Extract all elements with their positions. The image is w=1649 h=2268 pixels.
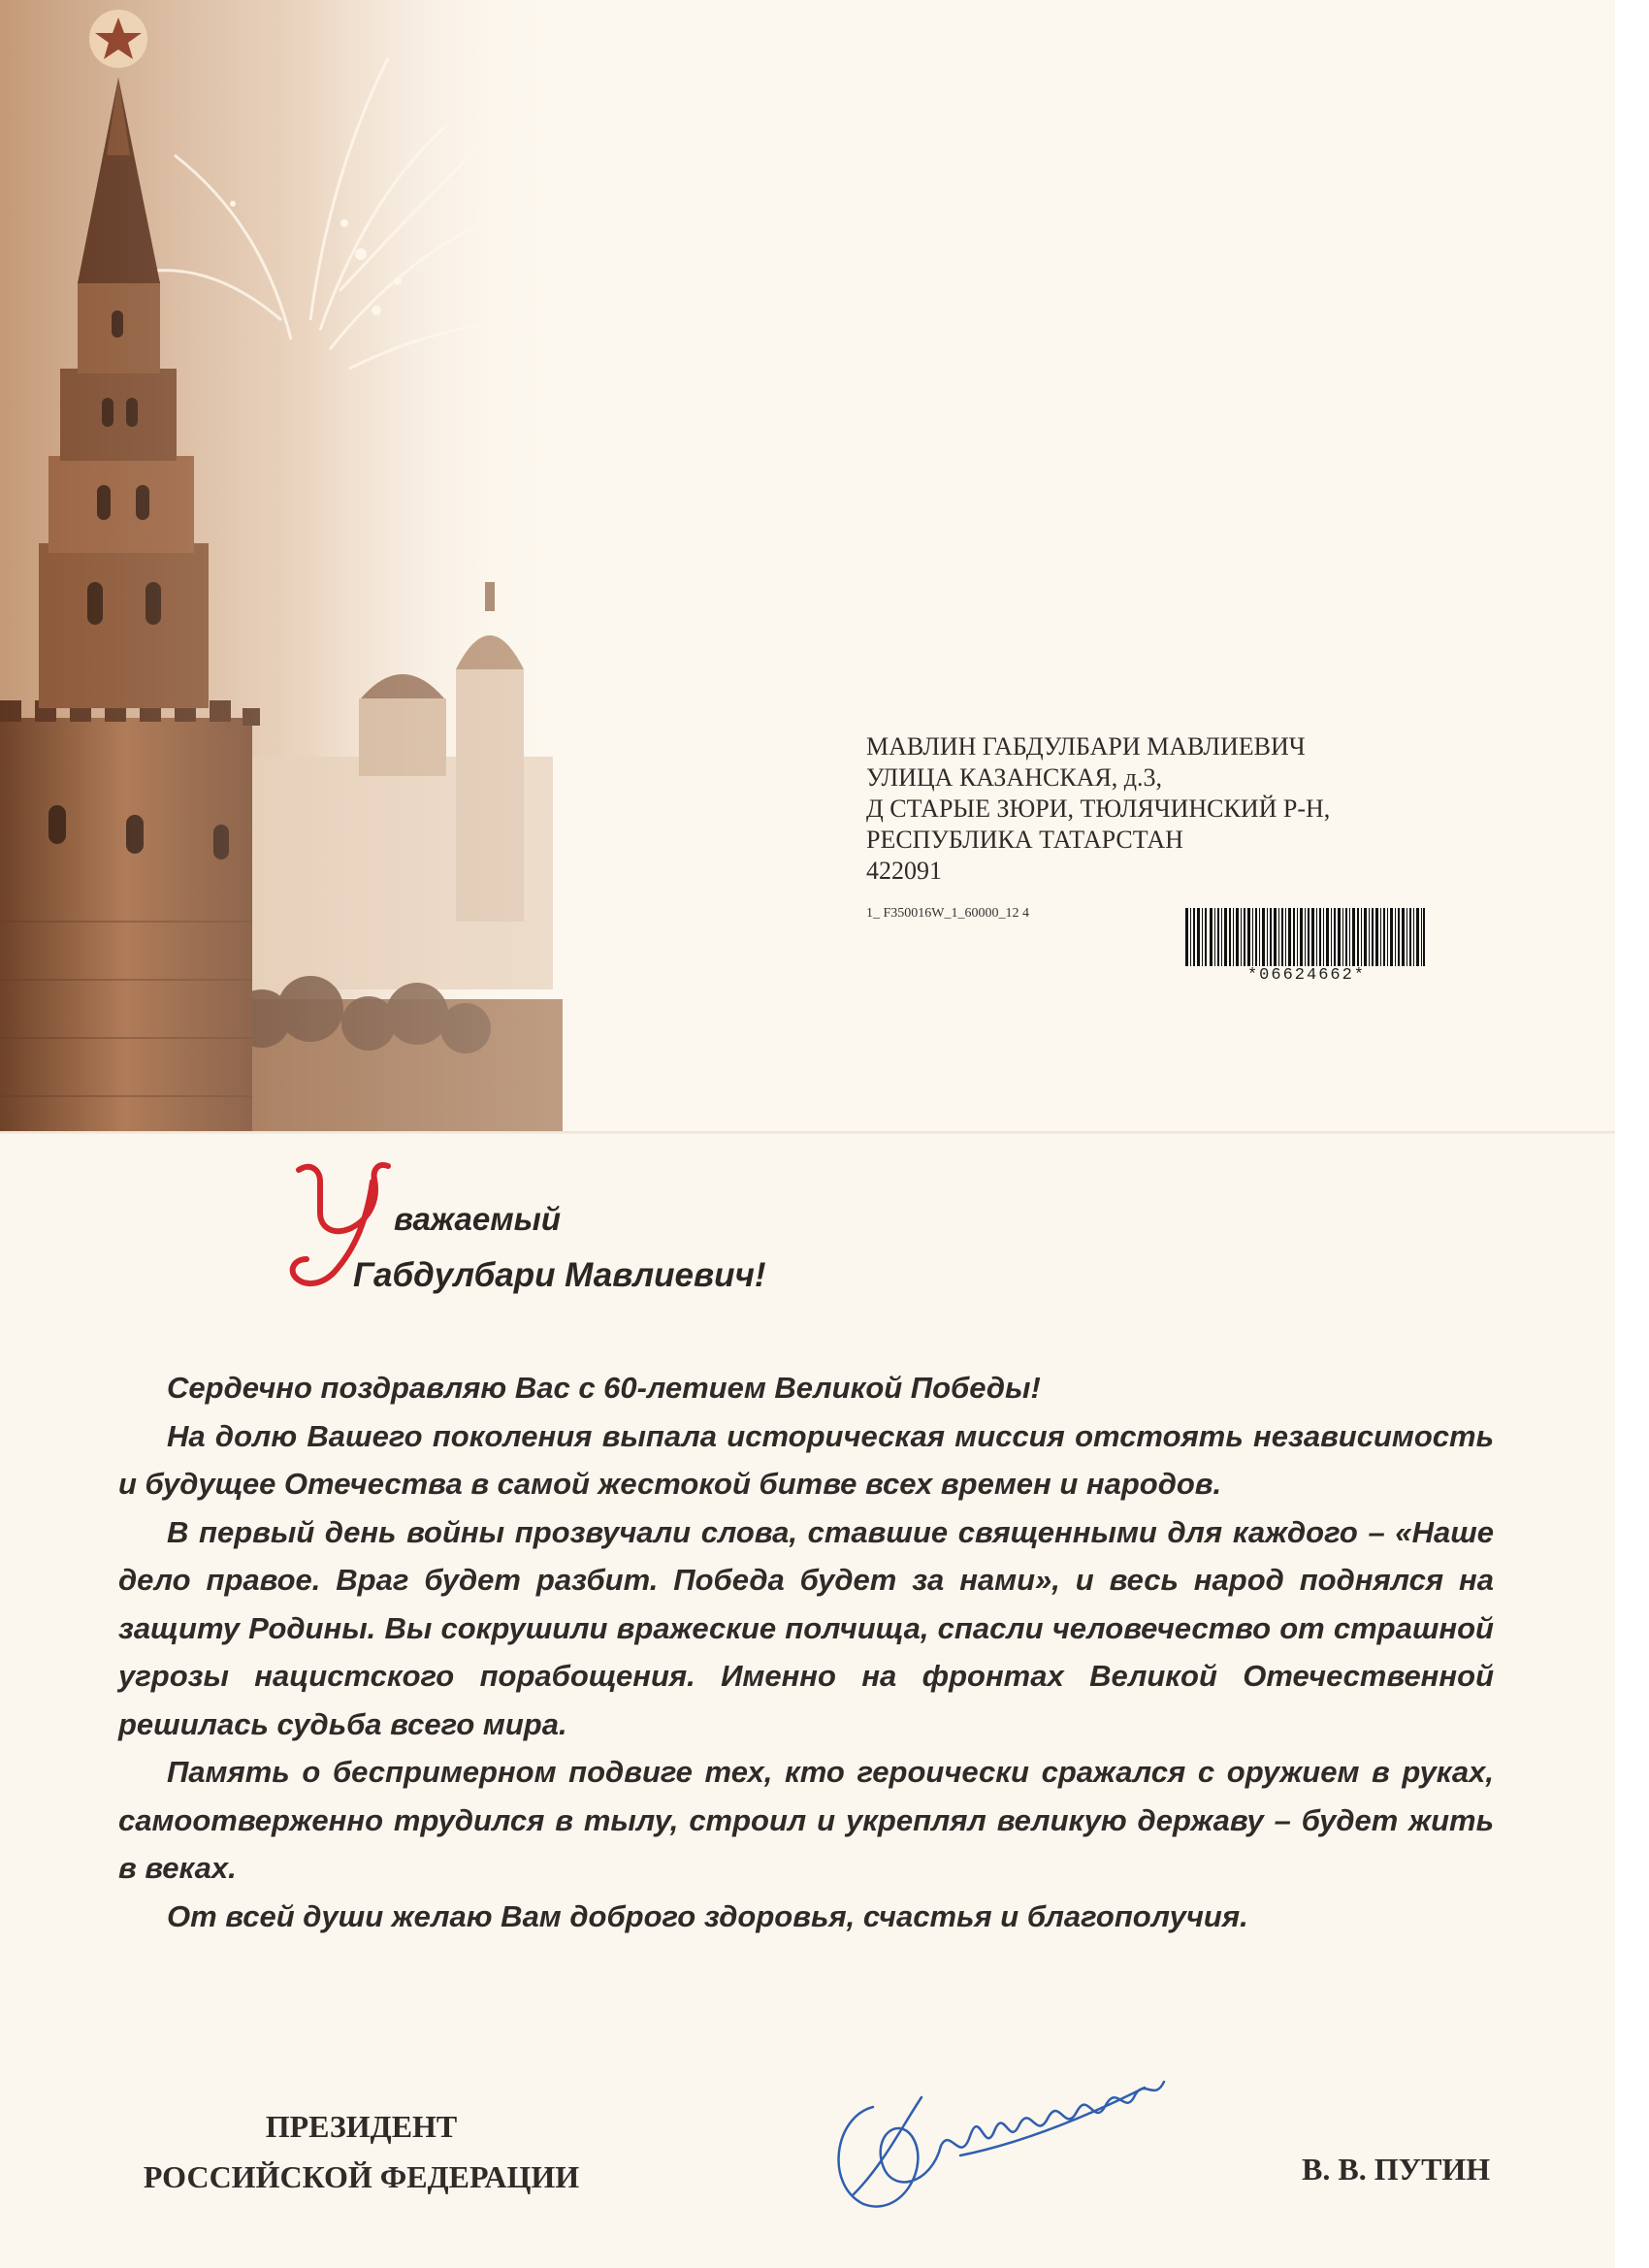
recipient-address	[866, 731, 1330, 887]
address-line: Д СТАРЫЕ ЗЮРИ, ТЮЛЯЧИНСКИЙ Р-Н,	[866, 794, 1331, 823]
paper-fold-line	[0, 1131, 1615, 1134]
kremlin-tower-artwork	[0, 0, 563, 1133]
signer-title-line-1: ПРЕЗИДЕНТ	[265, 2109, 458, 2144]
signer-title	[97, 2101, 626, 2202]
paragraph: В первый день войны прозвучали слова, ставшие священными для каждого – «Наше дело правое. Враг будет разбит. Победа будет за нами», и весь народ поднялся на защиту Родины. Вы сокрушили вражеские полчища, спасли человечество от страшной угрозы нацистского порабощения. Именно на фронтах Великой Отечественной решилась судьба всего мира.	[118, 1514, 1494, 1741]
scan-margin	[1615, 0, 1649, 2268]
letter-body	[118, 1364, 1494, 1940]
signer-name: В. В. ПУТИН	[1302, 2152, 1491, 2187]
barcode-number: *06624662*	[1246, 966, 1367, 985]
greeting-line-1: важаемый	[394, 1201, 562, 1237]
paragraph: На долю Вашего поколения выпала историческая миссия отстоять независимость и будущее Отечества в самой жестокой битве всех времен и народов.	[118, 1418, 1494, 1501]
address-line: МАВЛИН ГАБДУЛБАРИ МАВЛИЕВИЧ	[866, 732, 1306, 761]
signer-title-line-2: РОССИЙСКОЙ ФЕДЕРАЦИИ	[143, 2159, 580, 2194]
paragraph: От всей души желаю Вам доброго здоровья, счастья и благополучия.	[167, 1898, 1248, 1933]
handwritten-signature	[815, 2049, 1203, 2223]
address-line: РЕСПУБЛИКА ТАТАРСТАН	[866, 826, 1183, 854]
paragraph: Сердечно поздравляю Вас с 60-летием Великой Победы!	[167, 1371, 1041, 1405]
barcode-image	[1185, 908, 1425, 966]
greeting-line-2: Габдулбари Мавлиевич!	[353, 1256, 766, 1294]
mail-code: 1_ F350016W_1_60000_12 4	[866, 906, 1029, 921]
paragraph: Память о беспримерном подвиге тех, кто героически сражался с оружием в руках, самоотверженно трудился в тылу, строил и укреплял великую державу – будет жить в веках.	[118, 1755, 1494, 1885]
address-line: 422091	[866, 857, 942, 885]
address-line: УЛИЦА КАЗАНСКАЯ, д.3,	[866, 763, 1163, 792]
